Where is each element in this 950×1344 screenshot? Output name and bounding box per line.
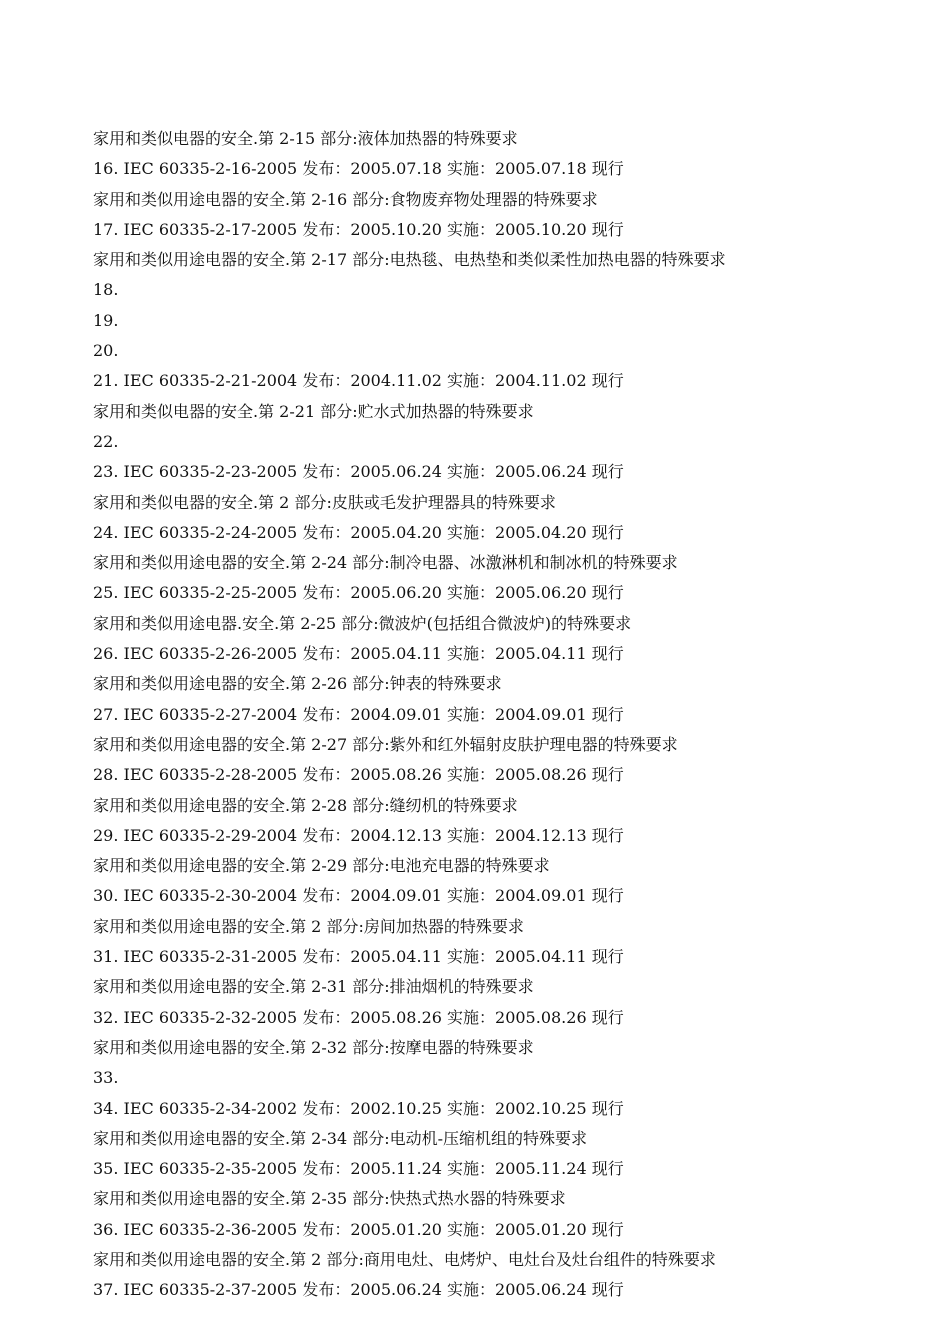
text-line: 家用和类似用途电器的安全.第 2-17 部分:电热毯、电热垫和类似柔性加热电器的特殊要求 [93,250,726,270]
text-line: 31. IEC 60335-2-31-2005 发布：2005.04.11 实施：2005.04.11 现行 [93,947,624,967]
text-line: 家用和类似用途电器的安全.第 2-31 部分:排油烟机的特殊要求 [93,977,534,997]
text-line: 家用和类似用途电器的安全.第 2-32 部分:按摩电器的特殊要求 [93,1037,534,1057]
text-line: 22. [93,431,119,451]
text-line: 家用和类似电器的安全.第 2-21 部分:贮水式加热器的特殊要求 [93,401,534,421]
text-line: 21. IEC 60335-2-21-2004 发布：2004.11.02 实施：2004.11.02 现行 [93,371,624,391]
text-line: 27. IEC 60335-2-27-2004 发布：2004.09.01 实施：2004.09.01 现行 [93,704,624,724]
text-line: 28. IEC 60335-2-28-2005 发布：2005.08.26 实施：2005.08.26 现行 [93,765,624,785]
text-line: 家用和类似用途电器.安全.第 2-25 部分:微波炉(包括组合微波炉)的特殊要求 [93,613,632,633]
text-line: 19. [93,310,119,330]
text-line: 16. IEC 60335-2-16-2005 发布：2005.07.18 实施：2005.07.18 现行 [93,159,624,179]
text-line: 30. IEC 60335-2-30-2004 发布：2004.09.01 实施：2004.09.01 现行 [93,886,624,906]
text-line: 34. IEC 60335-2-34-2002 发布：2002.10.25 实施：2002.10.25 现行 [93,1098,624,1118]
document-page [93,124,913,1306]
text-line: 家用和类似用途电器的安全.第 2 部分:商用电灶、电烤炉、电灶台及灶台组件的特殊要求 [93,1249,716,1269]
text-line: 家用和类似用途电器的安全.第 2-35 部分:快热式热水器的特殊要求 [93,1189,566,1209]
text-line: 18. [93,280,119,300]
text-line: 25. IEC 60335-2-25-2005 发布：2005.06.20 实施：2005.06.20 现行 [93,583,624,603]
text-line: 33. [93,1068,119,1088]
text-line: 家用和类似用途电器的安全.第 2-24 部分:制冷电器、冰激淋机和制冰机的特殊要求 [93,553,678,573]
text-line: 37. IEC 60335-2-37-2005 发布：2005.06.24 实施：2005.06.24 现行 [93,1280,624,1300]
text-line: 32. IEC 60335-2-32-2005 发布：2005.08.26 实施：2005.08.26 现行 [93,1007,624,1027]
text-line: 家用和类似用途电器的安全.第 2-27 部分:紫外和红外辐射皮肤护理电器的特殊要求 [93,734,678,754]
text-line: 26. IEC 60335-2-26-2005 发布：2005.04.11 实施：2005.04.11 现行 [93,644,624,664]
text-line: 20. [93,341,119,361]
text-line: 36. IEC 60335-2-36-2005 发布：2005.01.20 实施：2005.01.20 现行 [93,1219,624,1239]
text-line: 29. IEC 60335-2-29-2004 发布：2004.12.13 实施：2004.12.13 现行 [93,825,624,845]
text-line: 家用和类似用途电器的安全.第 2-28 部分:缝纫机的特殊要求 [93,795,518,815]
text-line: 24. IEC 60335-2-24-2005 发布：2005.04.20 实施：2005.04.20 现行 [93,522,624,542]
text-line: 家用和类似用途电器的安全.第 2-34 部分:电动机-压缩机组的特殊要求 [93,1128,588,1148]
text-line: 家用和类似电器的安全.第 2 部分:皮肤或毛发护理器具的特殊要求 [93,492,556,512]
text-line: 35. IEC 60335-2-35-2005 发布：2005.11.24 实施：2005.11.24 现行 [93,1159,624,1179]
text-line: 17. IEC 60335-2-17-2005 发布：2005.10.20 实施：2005.10.20 现行 [93,219,624,239]
text-line: 家用和类似用途电器的安全.第 2-29 部分:电池充电器的特殊要求 [93,856,550,876]
text-line: 家用和类似用途电器的安全.第 2-16 部分:食物废弃物处理器的特殊要求 [93,189,598,209]
text-line: 家用和类似用途电器的安全.第 2-26 部分:钟表的特殊要求 [93,674,502,694]
text-line: 家用和类似用途电器的安全.第 2 部分:房间加热器的特殊要求 [93,916,524,936]
text-line: 家用和类似电器的安全.第 2-15 部分:液体加热器的特殊要求 [93,129,518,148]
text-line: 23. IEC 60335-2-23-2005 发布：2005.06.24 实施：2005.06.24 现行 [93,462,624,482]
